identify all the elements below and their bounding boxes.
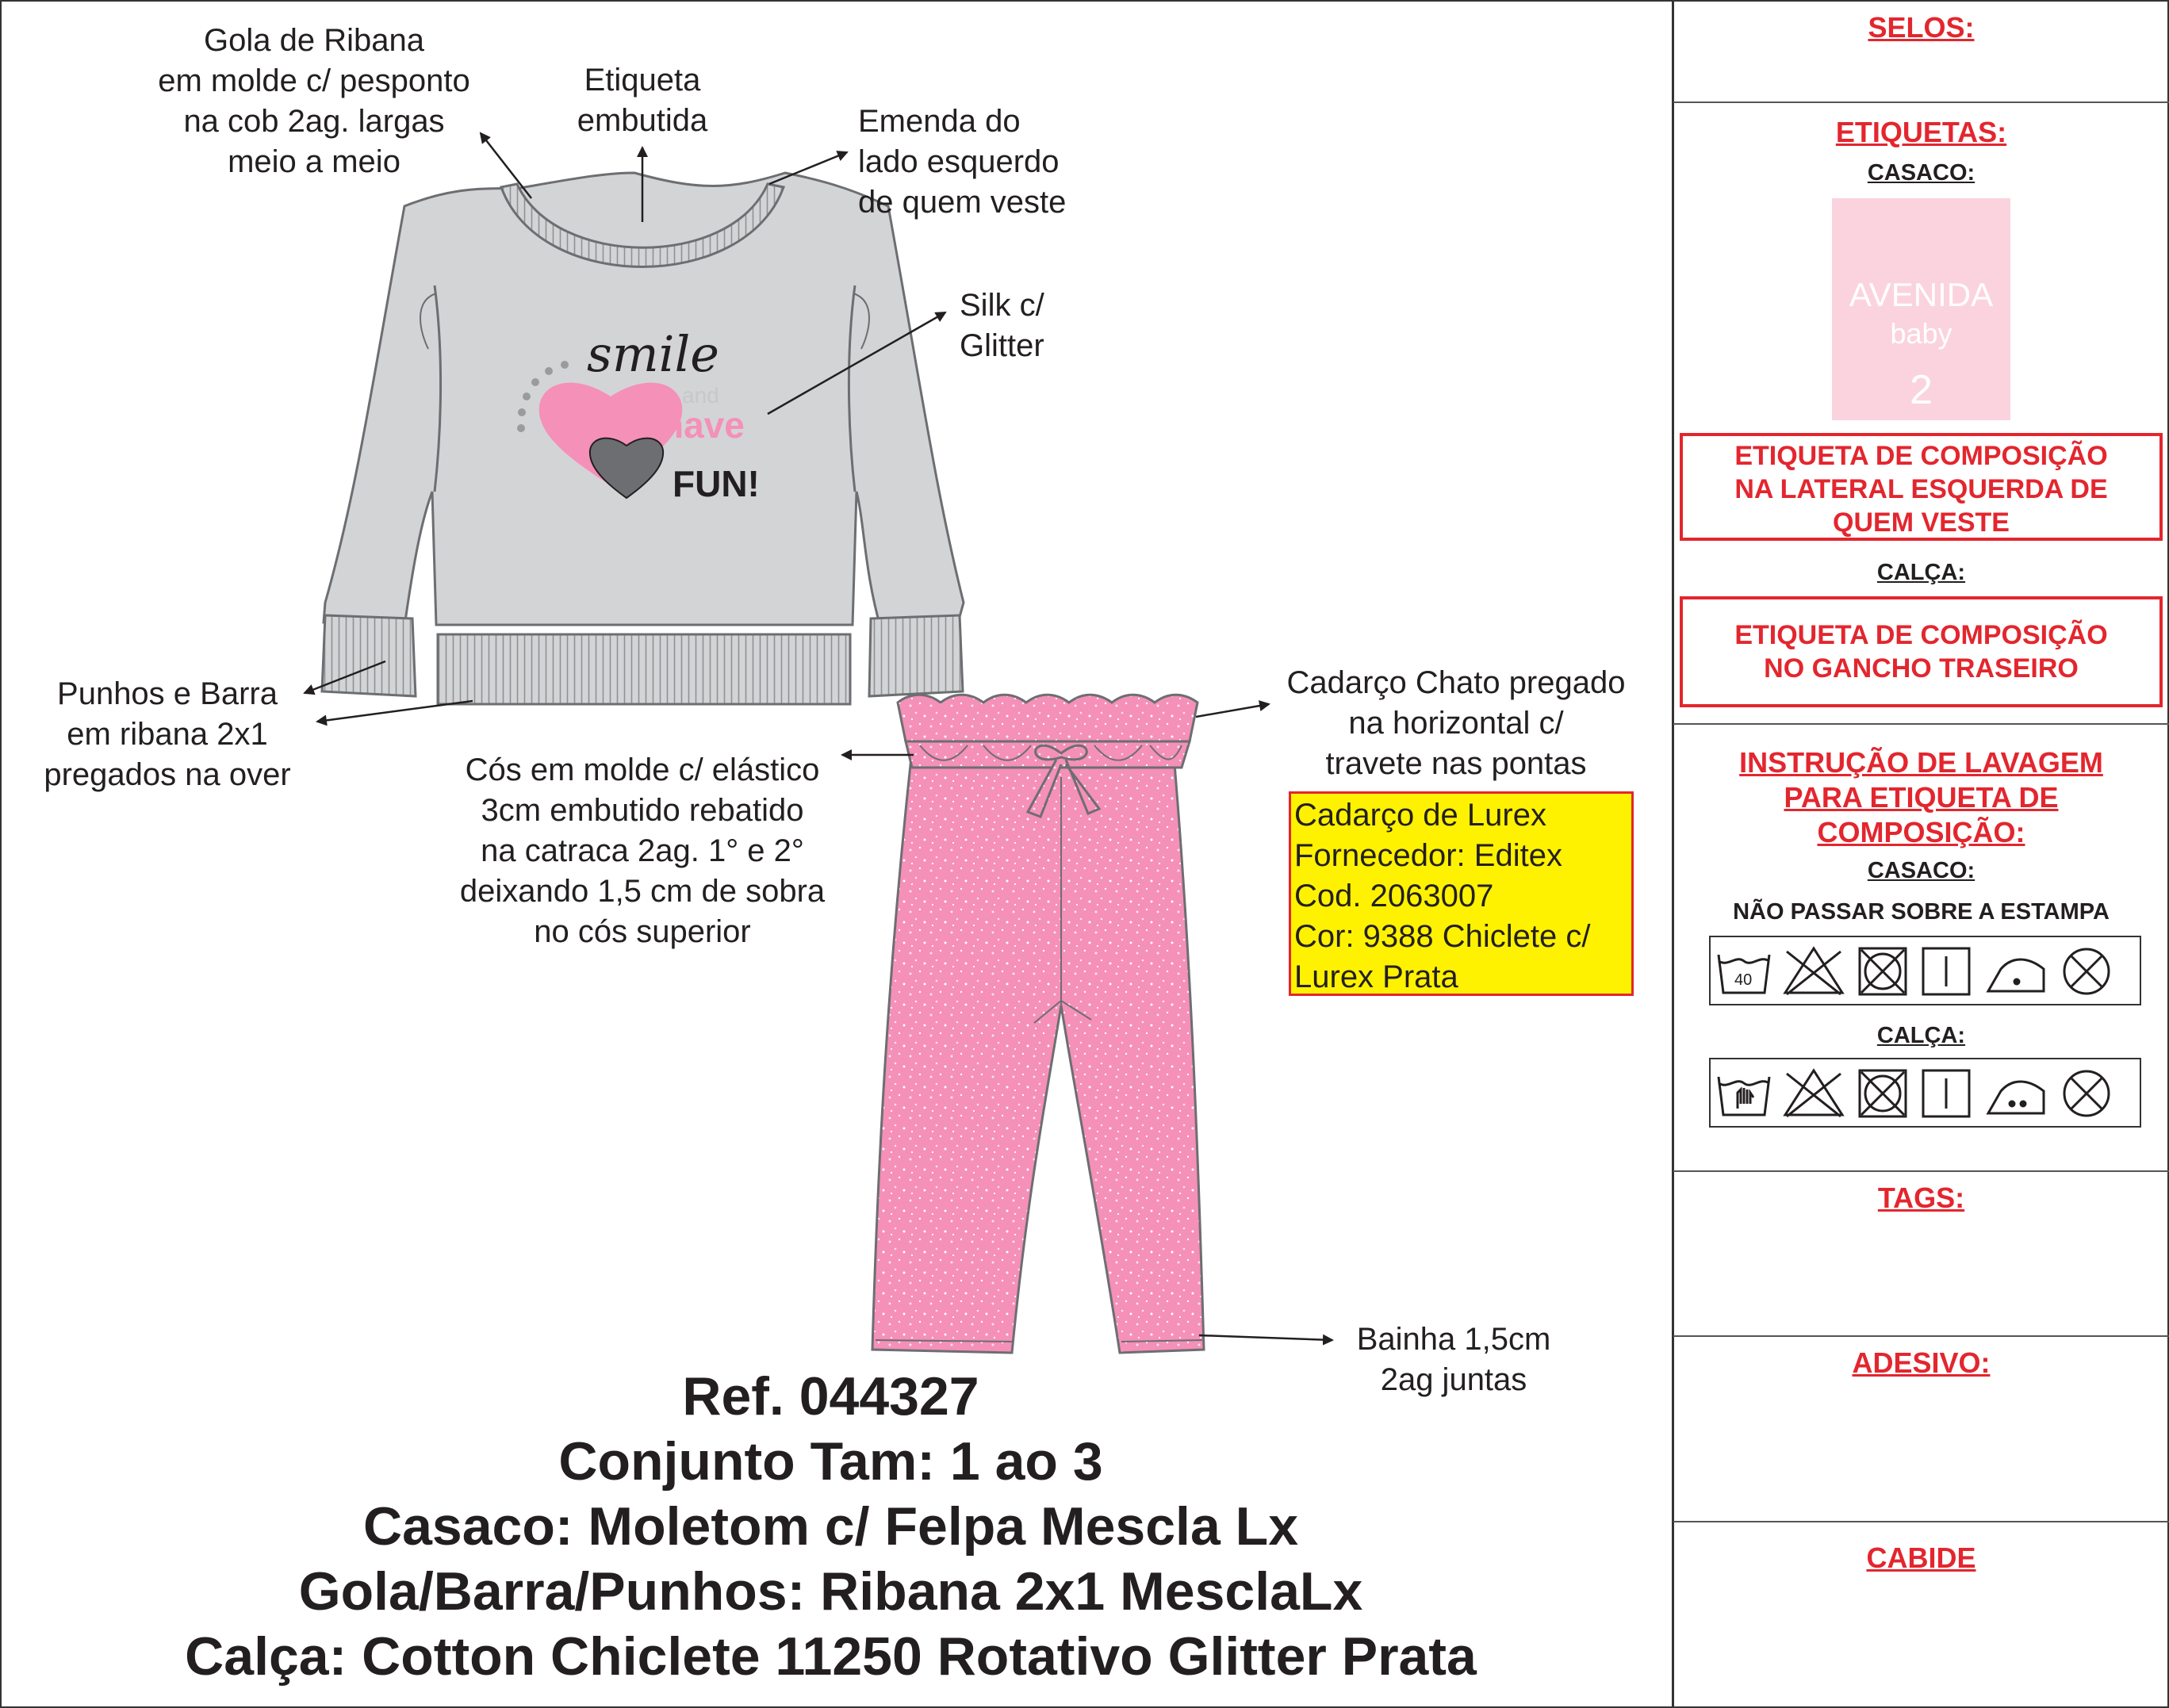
line-dry-icon: [1923, 1070, 1969, 1116]
etiquetas-title: ETIQUETAS:: [1835, 116, 2007, 148]
iron-low-icon: [1988, 959, 2044, 991]
annotation-cos: Cós em molde c/ elástico 3cm embutido rebatido na catraca 2ag. 1° e 2° deixando 1,5 cm de sobra no cós superior: [459, 753, 826, 949]
print-fun: FUN!: [673, 463, 760, 504]
composition-casaco-box: ETIQUETA DE COMPOSIÇÃO NA LATERAL ESQUERDA DE QUEM VESTE: [1680, 433, 2163, 541]
hem-rib: [438, 634, 850, 704]
spec-sidebar: [1673, 0, 2169, 1708]
annotation-gola: Gola de Ribana em molde c/ pesponto na cob 2ag. largas meio a meio: [158, 23, 470, 179]
brand-label: [1832, 198, 2010, 420]
annotation-cadarco: Cadarço Chato pregado na horizontal c/ travete nas pontas: [1286, 665, 1626, 781]
no-bleach-icon: [1785, 1070, 1842, 1116]
care-symbols-calca: [1709, 1058, 2141, 1128]
left-cuff: [322, 615, 416, 696]
annotation-silk: Silk c/ Glitter: [960, 288, 1044, 363]
ref-set-size: Conjunto Tam: 1 ao 3: [558, 1431, 1103, 1492]
annotation-emenda: Emenda do lado esquerdo de quem veste: [858, 104, 1067, 220]
divider: [1673, 723, 2169, 725]
ruffle-waistband: [898, 695, 1198, 741]
hand-wash-icon: [1719, 1077, 1769, 1115]
lurex-info-box: Cadarço de Lurex Fornecedor: Editex Cod. 2063007 Cor: 9388 Chiclete c/ Lurex Prata: [1289, 791, 1634, 996]
print-and: and: [682, 383, 719, 408]
no-dry-clean-icon: [2064, 1071, 2109, 1116]
care-symbols-casaco: [1709, 936, 2141, 1005]
no-tumble-dry-icon: [1860, 948, 1906, 994]
brand-size: 2: [1910, 367, 1933, 413]
ref-casaco: Casaco: Moletom c/ Felpa Mescla Lx: [362, 1496, 1299, 1557]
iron-medium-icon: [1988, 1082, 2044, 1113]
divider: [1673, 1521, 2169, 1522]
annotation-punhos: Punhos e Barra em ribana 2x1 pregados na over: [44, 676, 291, 792]
svg-text:40: 40: [1734, 971, 1753, 989]
divider: [1673, 1335, 2169, 1337]
ref-gola: Gola/Barra/Punhos: Ribana 2x1 MesclaLx: [298, 1561, 1363, 1622]
no-dry-clean-icon: [2064, 949, 2109, 994]
casaco-care-label: CASACO:: [1867, 858, 1975, 883]
right-cuff: [869, 615, 963, 696]
print-have: have: [661, 404, 745, 446]
selos-title: SELOS:: [1868, 11, 1975, 44]
divider: [1673, 1170, 2169, 1172]
annotation-etiqueta: Etiqueta embutida: [577, 63, 708, 138]
pants: [872, 695, 1204, 1353]
divider: [1673, 101, 2169, 103]
adesivo-title: ADESIVO:: [1852, 1346, 1991, 1379]
print-smile: smile: [587, 325, 719, 383]
annotation-bainha: Bainha 1,5cm 2ag juntas: [1356, 1322, 1551, 1397]
brand-sub: baby: [1890, 317, 1952, 350]
casaco-label: CASACO:: [1867, 160, 1975, 186]
instrucao-title: INSTRUÇÃO DE LAVAGEM PARA ETIQUETA DE COMPOSIÇÃO:: [1739, 746, 2103, 848]
no-bleach-icon: [1785, 948, 1842, 994]
cabide-title: CABIDE: [1866, 1541, 1976, 1574]
pants-legs: [872, 736, 1204, 1353]
brand-name: AVENIDA: [1849, 276, 1994, 313]
ref-calca: Calça: Cotton Chiclete 11250 Rotativo Glitter Prata: [185, 1626, 1477, 1687]
reference-block: [48, 1364, 1614, 1689]
no-tumble-dry-icon: [1860, 1070, 1906, 1116]
composition-calca-box: ETIQUETA DE COMPOSIÇÃO NO GANCHO TRASEIRO: [1680, 596, 2163, 707]
ref-number: Ref. 044327: [682, 1366, 979, 1427]
nao-passar-note: NÃO PASSAR SOBRE A ESTAMPA: [1733, 899, 2110, 925]
sweatshirt: [322, 173, 964, 704]
calca-care-label: CALÇA:: [1876, 1023, 1966, 1048]
tags-title: TAGS:: [1877, 1181, 1965, 1214]
line-dry-icon: [1923, 948, 1969, 994]
calca-label: CALÇA:: [1876, 560, 1966, 585]
